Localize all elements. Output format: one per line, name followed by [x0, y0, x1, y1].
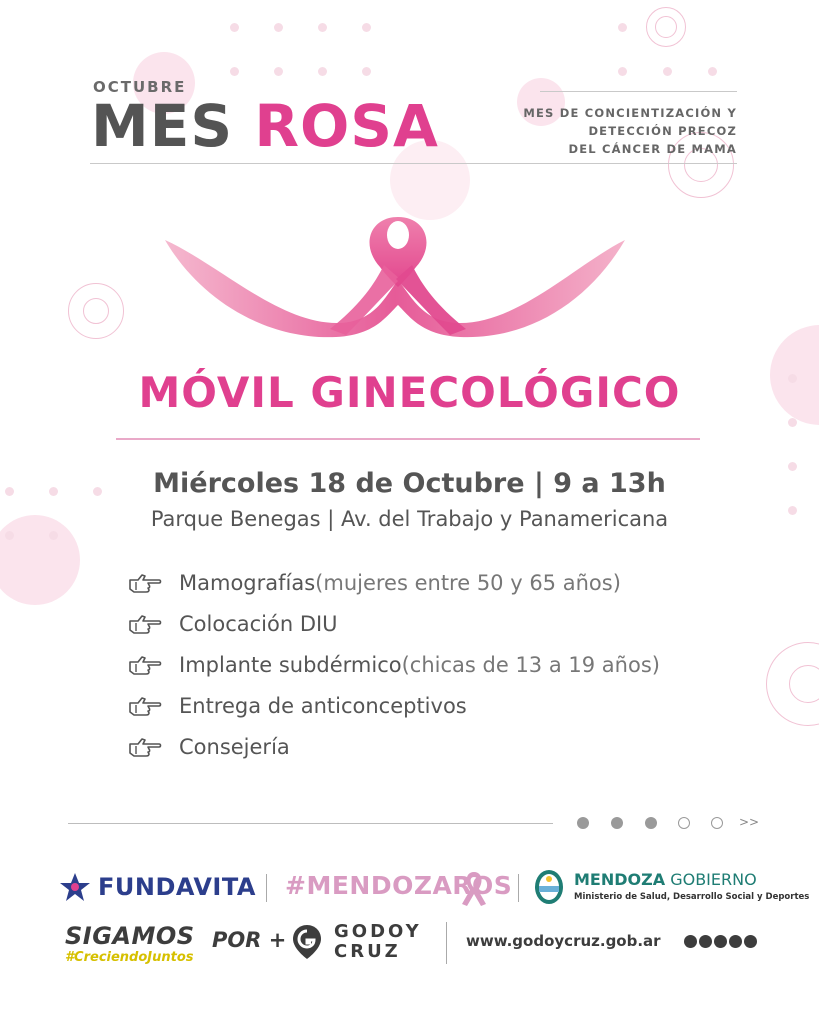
- pink-ribbon-icon: [160, 205, 630, 355]
- pointing-hand-icon: [128, 572, 162, 594]
- mendoza-gobierno-logo: [574, 870, 757, 889]
- instagram-icon[interactable]: [699, 935, 712, 948]
- next-arrows[interactable]: >>: [739, 815, 760, 829]
- service-note: (chicas de 13 a 19 años): [401, 652, 660, 677]
- pagination-dot[interactable]: [678, 817, 690, 829]
- deco-dot: [318, 67, 327, 76]
- youtube-icon[interactable]: [729, 935, 742, 948]
- hashtag-mendozarosa: #MENDOZAROS: [285, 871, 513, 900]
- mendoza-seal-icon: [533, 866, 565, 906]
- ministry-text: Ministerio de Salud, Desarrollo Social y Deportes: [574, 892, 810, 902]
- subtitle-line: MES DE CONCIENTIZACIÓN Y: [523, 106, 737, 120]
- service-label: Implante subdérmico: [179, 652, 402, 677]
- social-icons: [684, 935, 757, 948]
- pagination-dot[interactable]: [711, 817, 723, 829]
- header-divider-bottom: [90, 163, 737, 164]
- telegram-icon[interactable]: [744, 935, 757, 948]
- deco-ring: [789, 665, 819, 703]
- header-title-mes: MES: [91, 92, 234, 160]
- deco-dot: [708, 67, 717, 76]
- deco-dot: [362, 23, 371, 32]
- deco-dot: [788, 418, 797, 427]
- deco-dot: [49, 531, 58, 540]
- twitter-icon[interactable]: [714, 935, 727, 948]
- godoy-cruz-pin-icon: [292, 924, 322, 960]
- logo-separator: [266, 874, 267, 902]
- list-item: [128, 603, 660, 644]
- header-title: [91, 92, 439, 160]
- deco-dot: [5, 531, 14, 540]
- header-title-rosa: ROSA: [254, 92, 439, 160]
- fundavita-logo: [58, 872, 256, 902]
- website-link[interactable]: www.godoycruz.gob.ar: [466, 932, 661, 950]
- list-item: [128, 562, 660, 603]
- deco-dot: [663, 67, 672, 76]
- pointing-hand-icon: [128, 736, 162, 758]
- header-divider-top: [540, 91, 737, 92]
- deco-dot: [230, 67, 239, 76]
- deco-dot: [230, 23, 239, 32]
- facebook-icon[interactable]: [684, 935, 697, 948]
- deco-ring: [655, 16, 677, 38]
- ribbon-small-icon: [458, 868, 490, 908]
- deco-dot: [274, 67, 283, 76]
- list-item: [128, 644, 660, 685]
- list-item: [128, 685, 660, 726]
- star-icon: [58, 872, 92, 902]
- mendoza-bold: MENDOZA: [574, 870, 666, 889]
- logo-separator: [518, 874, 519, 902]
- event-date-time: Miércoles 18 de Octubre | 9 a 13h: [153, 468, 666, 499]
- godoy-cruz-logo-text: [334, 922, 422, 962]
- pagination-dot[interactable]: [611, 817, 623, 829]
- pointing-hand-icon: [128, 695, 162, 717]
- logo-separator: [446, 922, 447, 964]
- event-location: Parque Benegas | Av. del Trabajo y Panamericana: [150, 507, 669, 531]
- fundavita-text: FUNDAVITA: [98, 873, 256, 901]
- pagination-dot[interactable]: [577, 817, 589, 829]
- service-label: Entrega de anticonceptivos: [179, 693, 467, 718]
- deco-dot: [318, 23, 327, 32]
- header-subtitle: [523, 104, 737, 158]
- footer-divider: [68, 823, 553, 824]
- deco-dot: [362, 67, 371, 76]
- deco-dot: [618, 23, 627, 32]
- subtitle-line: DEL CÁNCER DE MAMA: [568, 142, 737, 156]
- service-label: Consejería: [179, 734, 290, 759]
- creciendo-hashtag: #CreciendoJuntos: [65, 950, 194, 965]
- event-title-underline: [116, 438, 700, 440]
- service-label: Mamografías: [179, 570, 316, 595]
- deco-dot: [618, 67, 627, 76]
- por-text: POR +: [212, 928, 287, 952]
- pointing-hand-icon: [128, 613, 162, 635]
- cruz-text: CRUZ: [334, 941, 401, 962]
- pagination-dot[interactable]: [645, 817, 657, 829]
- subtitle-line: DETECCIÓN PRECOZ: [588, 124, 737, 138]
- services-list: [128, 562, 660, 767]
- godoy-text: GODOY: [334, 921, 422, 942]
- event-title: MÓVIL GINECOLÓGICO: [138, 368, 681, 417]
- list-item: [128, 726, 660, 767]
- sigamos-text: SIGAMOS: [65, 922, 195, 950]
- service-label: Colocación DIU: [179, 611, 338, 636]
- deco-dot: [274, 23, 283, 32]
- deco-ring: [83, 298, 109, 324]
- header-month: OCTUBRE: [93, 78, 187, 96]
- service-note: (mujeres entre 50 y 65 años): [315, 570, 621, 595]
- gobierno-text: GOBIERNO: [665, 870, 757, 889]
- pointing-hand-icon: [128, 654, 162, 676]
